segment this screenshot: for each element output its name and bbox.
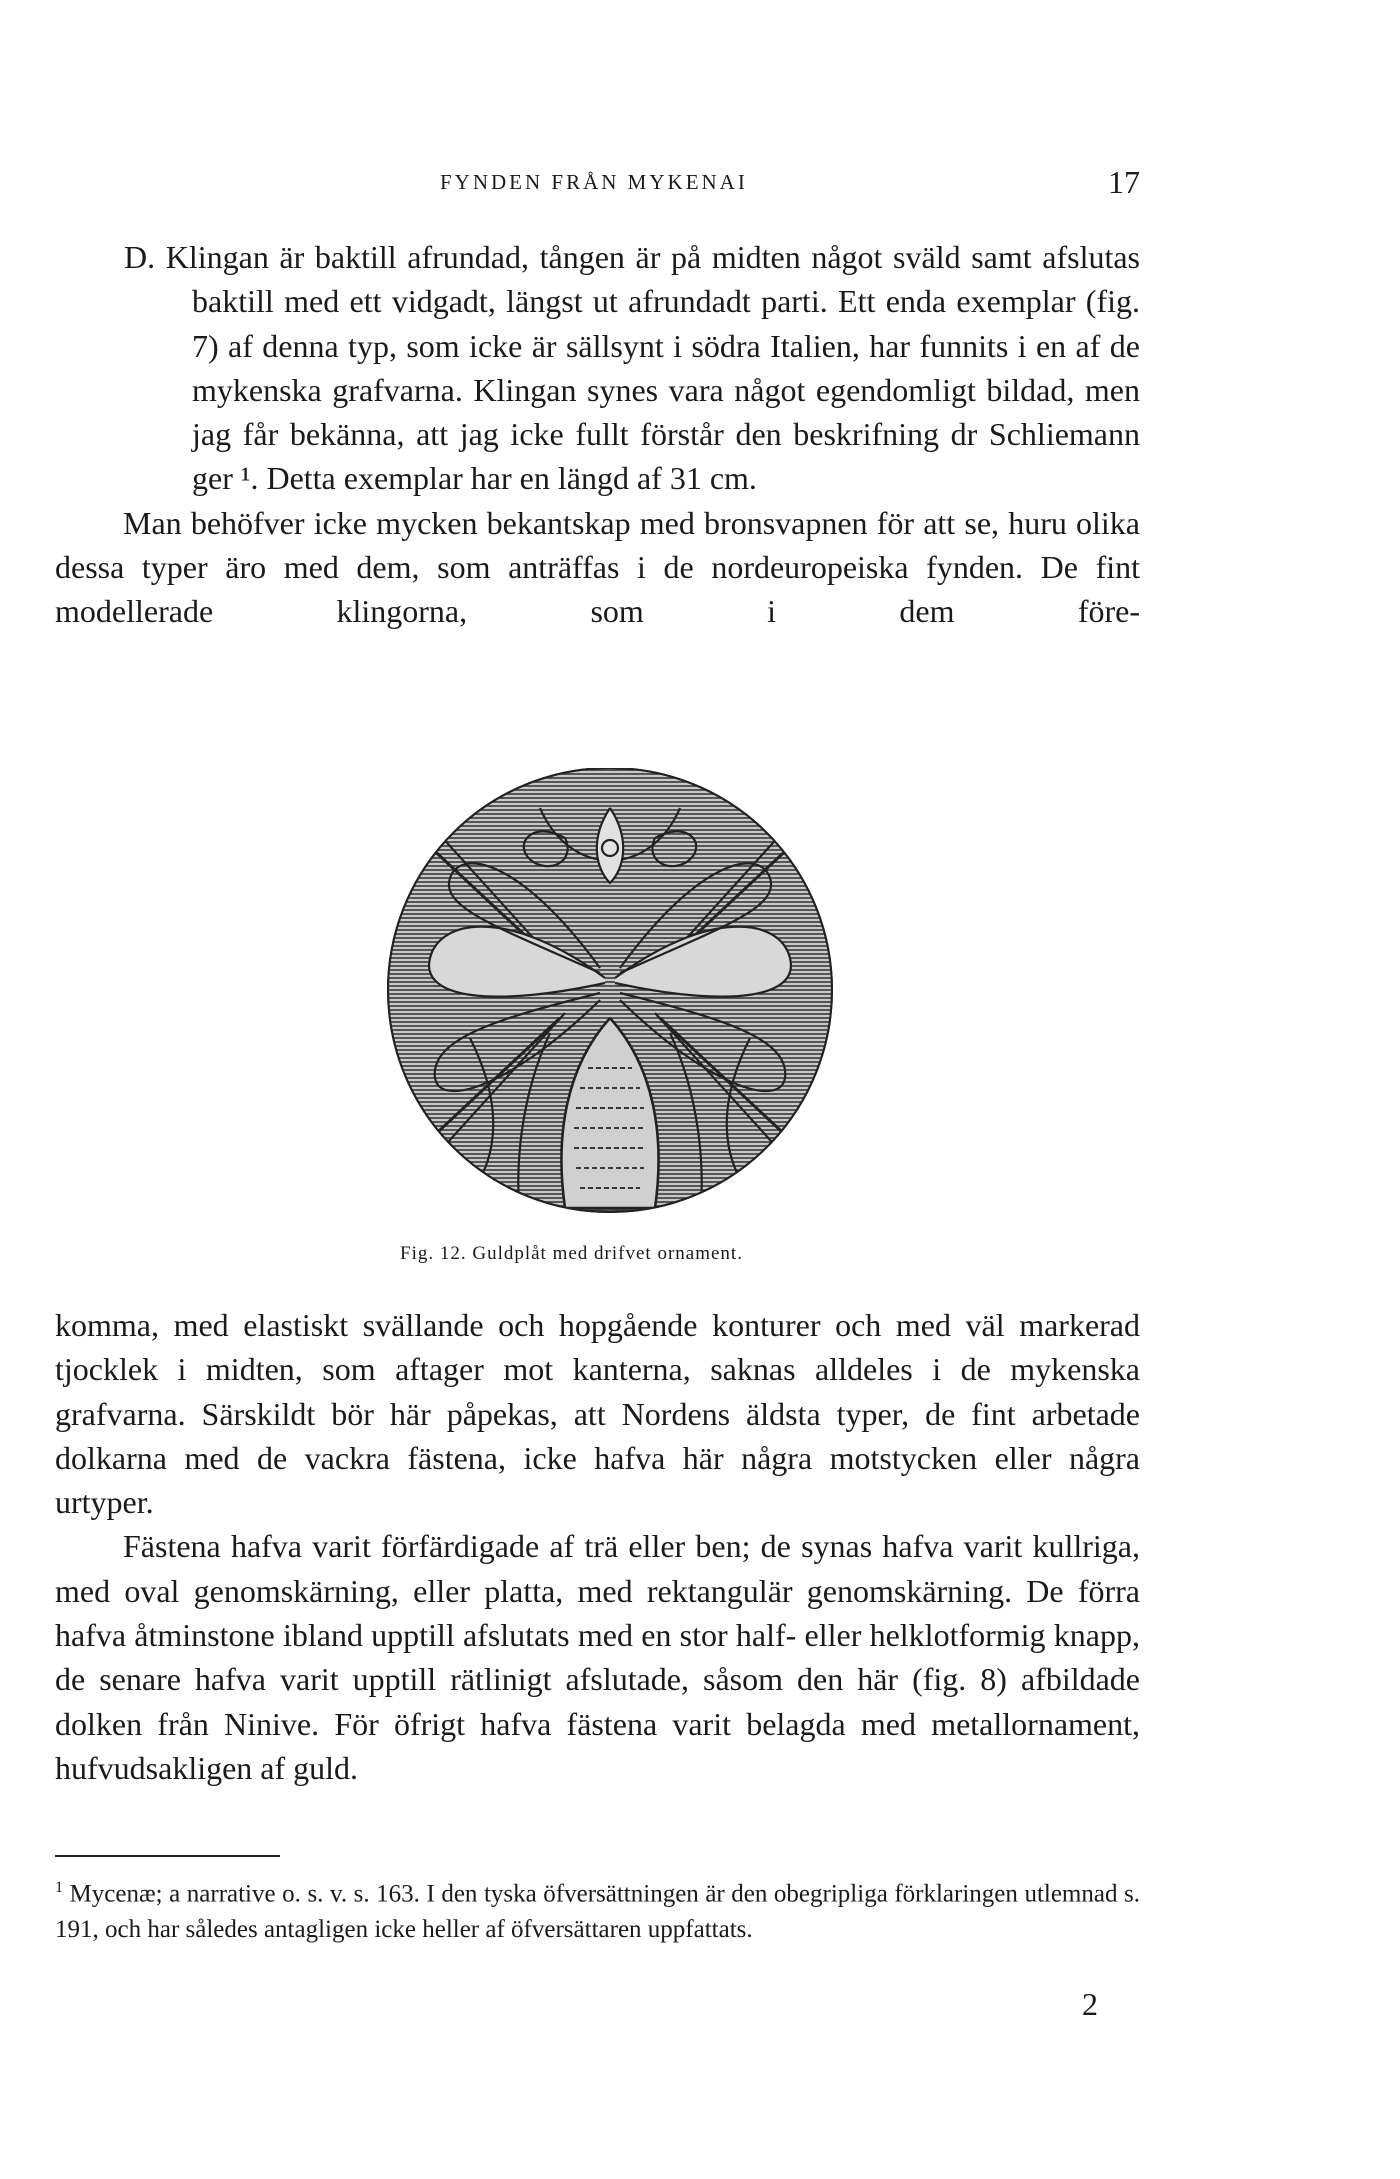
footnote-rule — [55, 1855, 280, 1857]
figure-gold-plate — [350, 768, 870, 1228]
running-title: FYNDEN FRÅN MYKENAI — [440, 170, 748, 194]
footnote-marker: 1 — [55, 1879, 63, 1896]
figure-caption: Fig. 12. Guldplåt med drifvet ornament. — [400, 1243, 743, 1264]
paragraph-man: Man behöfver icke mycken bekantskap med bronsvapnen för att se, huru olika dessa typer äro med dem, som anträffas i de nordeuropeiska fynden. De fint modellerade klingorna, som i dem före- — [55, 504, 1140, 630]
top-text — [55, 235, 1140, 634]
bottom-text — [55, 1303, 1140, 1790]
paragraph-fastena: Fästena hafva varit förfärdigade af trä eller ben; de synas hafva varit kullriga, med oval genomskärning, eller platta, med rektangulär genomskärning. De förra hafva åtminstone ibland upptill afslutats med en stor half- eller helklotformig knapp, de senare hafva varit upptill rätlinigt afslutade, såsom den här (fig. 8) afbildade dolken från Ninive. För öfrigt hafva fästena varit belagda med metallornament, hufvudsakligen af guld. — [55, 1528, 1140, 1786]
signature-mark: 2 — [1082, 1986, 1098, 2022]
gold-plate-illustration — [350, 768, 870, 1228]
footnote-text: Mycenæ; a narrative o. s. v. s. 163. I den tyska öfversättningen är den obegripliga förklaringen utlemnad s. 191, och har således antagligen icke heller af öfversättaren uppfattats. — [55, 1880, 1140, 1944]
paragraph-d: D. Klingan är baktill afrundad, tången är på midten något sväld samt afslutas baktill med ett vidgadt, längst ut afrundadt parti. Ett enda exemplar (fig. 7) af denna typ, som icke är sällsynt i södra Italien, har funnits i en af de mykenska grafvarna. Klingan synes vara något egendomligt bildad, men jag får bekänna, att jag icke fullt förstår den beskrifning dr Schliemann ger ¹. Detta exemplar har en längd af 31 cm. — [124, 239, 1140, 497]
page-number: 17 — [1108, 164, 1140, 200]
footnote — [55, 1870, 1140, 1948]
paragraph-komma: komma, med elastiskt svällande och hopgående konturer och med väl markerad tjocklek i midten, som aftager mot kanterna, saknas alldeles i de mykenska grafvarna. Särskildt bör här påpekas, att Nordens äldsta typer, de fint arbetade dolkarna med de vackra fästena, icke hafva här några motstycken eller några urtyper. — [55, 1307, 1140, 1521]
running-head — [0, 164, 1400, 204]
